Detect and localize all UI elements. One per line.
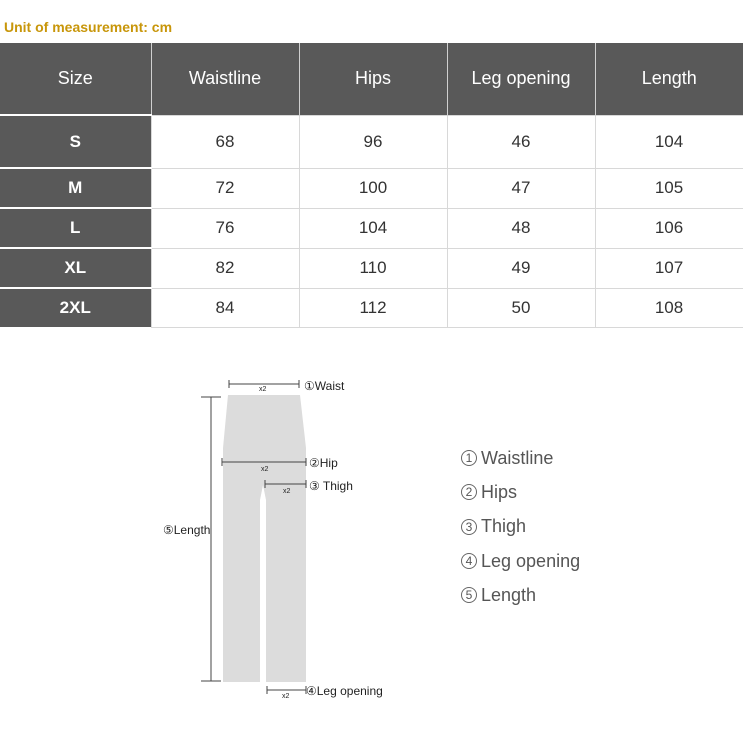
header-leg-opening: Leg opening bbox=[447, 43, 595, 115]
legend-label: Waistline bbox=[481, 447, 554, 468]
thigh-multiplier: x2 bbox=[283, 488, 291, 495]
leg-opening-multiplier: x2 bbox=[282, 693, 290, 700]
header-waistline: Waistline bbox=[151, 43, 299, 115]
hip-label: ②Hip bbox=[309, 456, 338, 470]
waistline-cell: 76 bbox=[151, 208, 299, 248]
leg-opening-cell: 48 bbox=[447, 208, 595, 248]
waist-multiplier: x2 bbox=[259, 386, 267, 393]
length-cell: 107 bbox=[595, 248, 743, 288]
leg-opening-cell: 49 bbox=[447, 248, 595, 288]
legend-label: Hips bbox=[481, 481, 518, 502]
number-circle-icon: 1 bbox=[461, 450, 477, 466]
number-circle-icon: 4 bbox=[461, 553, 477, 569]
pants-silhouette-icon bbox=[223, 395, 306, 682]
legend-item bbox=[461, 441, 580, 475]
table-row bbox=[0, 248, 743, 288]
legend-label: Thigh bbox=[481, 516, 527, 537]
size-cell: L bbox=[0, 208, 151, 248]
length-cell: 106 bbox=[595, 208, 743, 248]
header-hips: Hips bbox=[299, 43, 447, 115]
number-circle-icon: 5 bbox=[461, 587, 477, 603]
hips-cell: 112 bbox=[299, 288, 447, 327]
hips-cell: 110 bbox=[299, 248, 447, 288]
hips-cell: 100 bbox=[299, 168, 447, 208]
waistline-cell: 84 bbox=[151, 288, 299, 327]
waistline-cell: 72 bbox=[151, 168, 299, 208]
legend-item bbox=[461, 544, 580, 578]
waistline-cell: 82 bbox=[151, 248, 299, 288]
length-cell: 104 bbox=[595, 115, 743, 168]
length-label: ⑤Length bbox=[163, 523, 211, 537]
legend-item bbox=[461, 510, 580, 544]
size-cell: M bbox=[0, 168, 151, 208]
legend-item bbox=[461, 578, 580, 612]
number-circle-icon: 2 bbox=[461, 484, 477, 500]
waistline-cell: 68 bbox=[151, 115, 299, 168]
unit-label: Unit of measurement: cm bbox=[4, 19, 173, 35]
thigh-label: ③ Thigh bbox=[309, 479, 353, 493]
table-row bbox=[0, 168, 743, 208]
legend-label: Leg opening bbox=[481, 550, 581, 571]
leg-opening-cell: 47 bbox=[447, 168, 595, 208]
size-cell: S bbox=[0, 115, 151, 168]
table-row bbox=[0, 208, 743, 248]
header-size: Size bbox=[0, 43, 151, 115]
leg-opening-cell: 46 bbox=[447, 115, 595, 168]
leg-opening-cell: 50 bbox=[447, 288, 595, 327]
size-cell: 2XL bbox=[0, 288, 151, 327]
length-cell: 108 bbox=[595, 288, 743, 327]
header-length: Length bbox=[595, 43, 743, 115]
table-header-row bbox=[0, 43, 743, 115]
hips-cell: 96 bbox=[299, 115, 447, 168]
legend-label: Length bbox=[481, 584, 537, 605]
legend-item bbox=[461, 475, 580, 509]
length-cell: 105 bbox=[595, 168, 743, 208]
measurement-legend bbox=[461, 441, 580, 612]
waist-label: ①Waist bbox=[304, 379, 345, 393]
pants-measurement-diagram bbox=[0, 360, 400, 720]
size-cell: XL bbox=[0, 248, 151, 288]
size-chart-table bbox=[0, 43, 743, 328]
hips-cell: 104 bbox=[299, 208, 447, 248]
leg-opening-label: ④Leg opening bbox=[306, 684, 383, 698]
table-row bbox=[0, 288, 743, 327]
number-circle-icon: 3 bbox=[461, 519, 477, 535]
hip-multiplier: x2 bbox=[261, 466, 269, 473]
table-row bbox=[0, 115, 743, 168]
